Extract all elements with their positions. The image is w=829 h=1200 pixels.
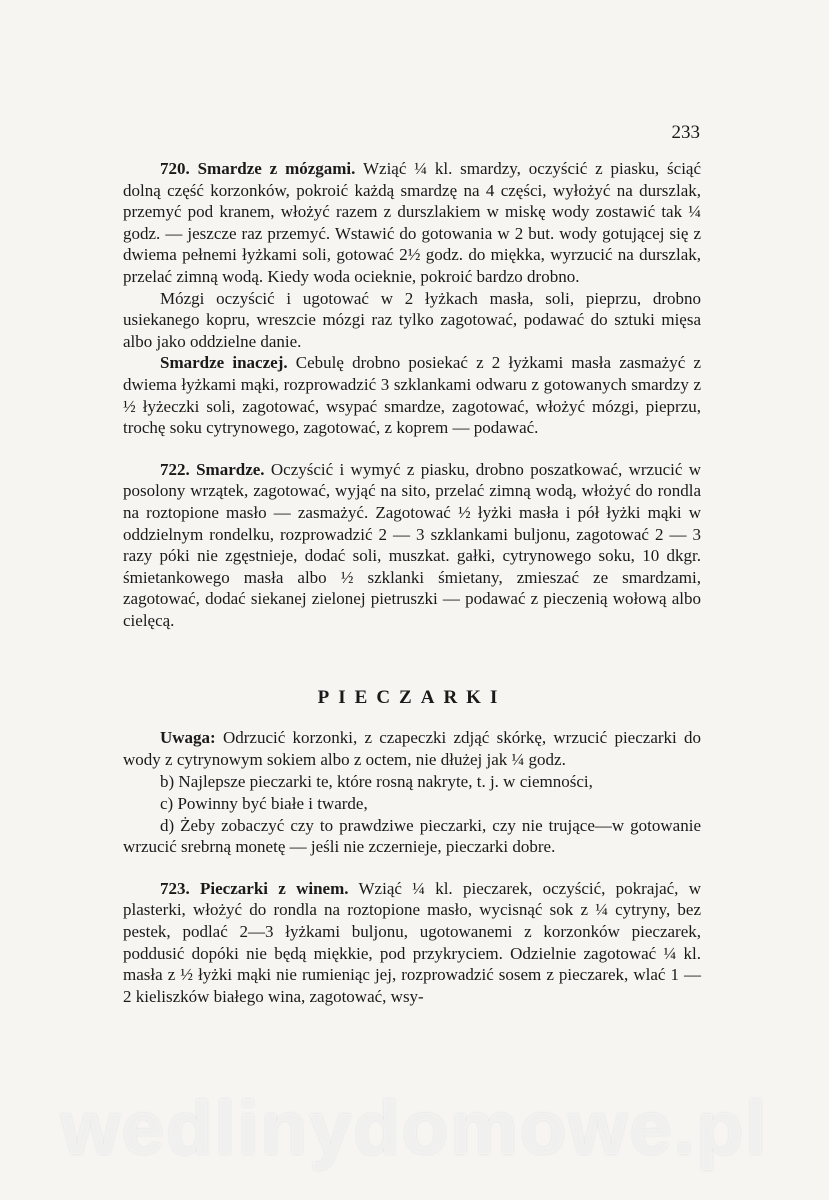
note-text: Odrzucić korzonki, z czapeczki zdjąć skórkę, wrzucić pieczarki do wody z cytrynowym sokiem albo z octem, nie dłużej jak ¼ godz. — [123, 728, 701, 770]
recipe-text: Wziąć ¼ kl. pieczarek, oczyścić, pokrajać, w plasterki, włożyć do rondla na roztopione masło, wycisnąć sok z ¼ cytryny, bez pestek, podlać 2—3 łyżkami buljonu, ugotowanemi z korzonków pieczarek, poddusić dopóki nie będą miękkie, pod przykryciem. Odzielnie zagotować ¼ kl. masła z ½ łyżki mąki nie rumieniąc jej, rozprowadzić sosem z pieczarek, wlać 1 — 2 kieliszków białego wina, zagotować, wsy- — [123, 878, 701, 1006]
note-b: b) Najlepsze pieczarki te, które rosną nakryte, t. j. w ciemności, — [160, 771, 593, 791]
note-title: Uwaga: — [160, 728, 216, 748]
page-content — [123, 158, 701, 1007]
recipe-title: Smardze inaczej. — [160, 353, 288, 373]
note-c: c) Powinny być białe i twarde, — [160, 793, 368, 813]
section-heading: PIECZARKI — [317, 687, 507, 709]
recipe-text: Cebulę drobno posiekać z 2 łyżkami masła zasmażyć z dwiema łyżkami mąki, rozprowadzić 3 szklankami odwaru z gotowanych smardzy z ½ łyżeczki soli, zagotować, wsypać smardze, zagotować, włożyć mózgi, pieprzu, trochę soku cytrynowego, zagotować, z koprem — podawać. — [123, 353, 702, 438]
recipe-text: Wziąć ¼ kl. smardzy, oczyścić z piasku, ściąć dolną część korzonków, pokroić każdą smardzę na 4 części, wyłożyć na durszlak, przemyć pod kranem, włożyć razem z durszlakiem w miskę wody zostawić tak ¼ godz. — jeszcze raz przemyć. Wstawić do gotowania w 2 but. wody gotującej się z dwiema pełnemi łyżkami soli, gotować 2½ godz. do miękka, wyrzucić na durszlak, przelać zimną wodą. Kiedy woda ocieknie, pokroić bardzo drobno. — [123, 159, 702, 286]
recipe-title: 720. Smardze z mózgami. — [160, 159, 356, 178]
watermark: wedlinydomowe.pl — [60, 1086, 769, 1171]
recipe-720-cont: Mózgi oczyścić i ugotować w 2 łyżkach masła, soli, pieprzu, drobno usiekanego kopru, wreszcie mózgi raz tylko zagotować, podawać do sztuki mięsa albo jako oddzielne danie. — [123, 288, 701, 351]
recipe-722 — [123, 459, 701, 632]
recipe-723 — [123, 878, 701, 1008]
recipe-text: Oczyścić i wymyć z piasku, drobno poszatkować, wrzucić w posolony wrzątek, zagotować, wyjąć na sito, przelać zimną wodą, włożyć do rondla na roztopione masło — zasmażyć. Zagotować ½ łyżki masła i pół łyżki mąki w oddzielnym rondelku, rozprowadzić 2 — 3 szklankami buljonu, zagotować 2 — 3 razy póki nie zgęstnieje, dodać soli, muszkat. gałki, cytrynowego soku, 10 dkgr. śmietankowego masła albo ½ szklanki śmietany, zmieszać ze smardzami, zagotować, dodać siekanej zielonej pietruszki — podawać z pieczenią wołową albo cielęcą. — [123, 459, 702, 630]
recipe-title: 722. Smardze. — [160, 459, 265, 479]
recipe-720 — [123, 158, 701, 288]
note-d: d) Żeby zobaczyć czy to prawdziwe pieczarki, czy nie trujące—w gotowanie wrzucić srebrną monetę — jeśli nie zczernieje, pieczarki dobre. — [123, 815, 701, 857]
recipe-title: 723. Pieczarki z winem. — [160, 878, 349, 898]
note-uwaga — [123, 727, 701, 770]
page-number: 233 — [671, 122, 700, 143]
recipe-721 — [123, 352, 701, 438]
